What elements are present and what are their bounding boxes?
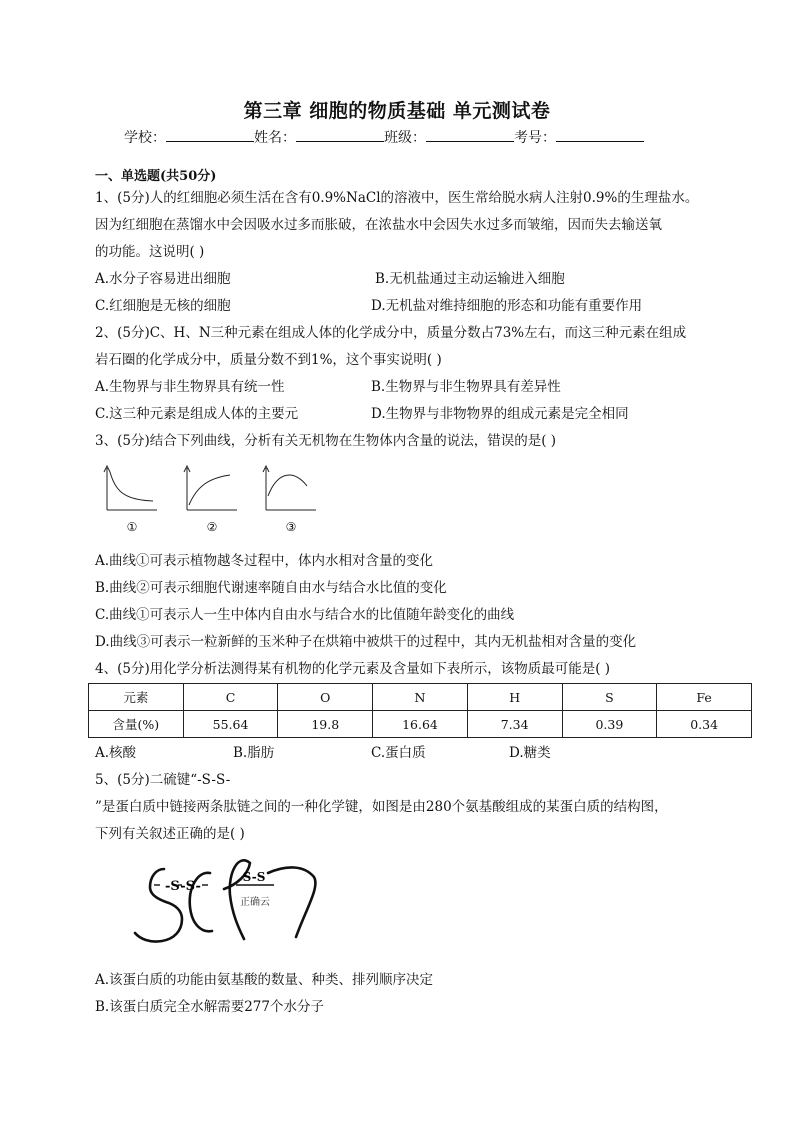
curve-graph-1 bbox=[104, 466, 157, 510]
table-cell: 0.34 bbox=[657, 711, 752, 738]
q2-line-2: 岩石圈的化学成分中，质量分数不到1%，这个事实说明( ) bbox=[95, 352, 442, 368]
q1-line-2: 因为红细胞在蒸馏水中会因吸水过多而胀破，在浓盐水中会因失水过多而皱缩，因而失去输送氧 bbox=[95, 217, 662, 233]
table-cell: 含量(%) bbox=[89, 711, 184, 738]
table-cell: 7.34 bbox=[467, 711, 562, 738]
q3-option-d[interactable]: D.曲线③可表示一粒新鲜的玉米种子在烘箱中被烘干的过程中，其内无机盐相对含量的变化 bbox=[95, 634, 637, 650]
disulfide-bond-label-2: S-S bbox=[242, 870, 266, 884]
q3-curves-figure bbox=[95, 458, 325, 538]
exam-number-blank[interactable] bbox=[556, 127, 644, 142]
graph-label-2: ② bbox=[206, 520, 218, 534]
name-blank[interactable] bbox=[296, 127, 384, 142]
q2-line-1: 2、(5分)C、H、N三种元素在组成人体的化学成分中，质量分数占73%左右，而这三种元素在组成 bbox=[95, 325, 687, 341]
page-title: 第三章 细胞的物质基础 单元测试卷 bbox=[243, 100, 551, 122]
q1-line-3: 的功能。这说明( ) bbox=[95, 244, 205, 260]
q1-option-b[interactable]: B.无机盐通过主动运输进入细胞 bbox=[375, 271, 565, 287]
class-label: 班级： bbox=[384, 130, 426, 146]
table-cell: 55.64 bbox=[183, 711, 278, 738]
protein-structure-figure bbox=[128, 855, 328, 955]
q4-option-c[interactable]: C.蛋白质 bbox=[371, 745, 426, 761]
table-cell: H bbox=[467, 684, 562, 711]
q3-stem: 3、(5分)结合下列曲线，分析有关无机物在生物体内含量的说法，错误的是( ) bbox=[95, 433, 557, 449]
q2-option-d[interactable]: D.生物界与非物物界的组成元素是完全相同 bbox=[371, 406, 629, 422]
q1-option-a[interactable]: A.水分子容易进出细胞 bbox=[95, 271, 231, 287]
table-cell: 16.64 bbox=[373, 711, 468, 738]
watermark-text: 正确云 bbox=[240, 897, 270, 908]
table-cell: O bbox=[278, 684, 373, 711]
q2-option-b[interactable]: B.生物界与非生物界具有差异性 bbox=[371, 379, 561, 395]
table-header-row bbox=[89, 684, 752, 711]
graph-label-3: ③ bbox=[285, 520, 297, 534]
q4-stem: 4、(5分)用化学分析法测得某有机物的化学元素及含量如下表所示，该物质最可能是( ) bbox=[95, 661, 611, 677]
exam-number-label: 考号： bbox=[514, 130, 556, 146]
q1-option-d[interactable]: D.无机盐对维持细胞的形态和功能有重要作用 bbox=[371, 298, 643, 314]
curve-1 bbox=[110, 472, 153, 501]
q5-line-2: ”是蛋白质中链接两条肽链之间的一种化学键，如图是由280个氨基酸组成的某蛋白质的结构图， bbox=[95, 799, 668, 815]
q2-option-a[interactable]: A.生物界与非生物界具有统一性 bbox=[95, 379, 285, 395]
table-cell: N bbox=[373, 684, 468, 711]
disulfide-bond-label-1: -S-S- bbox=[165, 879, 201, 894]
curve-2 bbox=[189, 475, 230, 505]
q5-option-b[interactable]: B.该蛋白质完全水解需要277个水分子 bbox=[95, 999, 324, 1015]
q1-line-1: 1、(5分)人的红细胞必须生活在含有0.9%NaCl的溶液中，医生常给脱水病人注射0.9%的生理盐水。 bbox=[95, 190, 699, 206]
q1-option-c[interactable]: C.红细胞是无核的细胞 bbox=[95, 298, 231, 314]
table-cell: S bbox=[562, 684, 657, 711]
q5-line-1: 5、(5分)二硫键“-S-S- bbox=[95, 772, 231, 788]
student-info-line bbox=[124, 127, 644, 147]
peptide-chain-4 bbox=[268, 867, 315, 937]
table-cell: 元素 bbox=[89, 684, 184, 711]
table-row bbox=[89, 711, 752, 738]
q4-option-a[interactable]: A.核酸 bbox=[95, 745, 137, 761]
curve-graph-3 bbox=[263, 466, 316, 510]
graph-label-1: ① bbox=[126, 520, 138, 534]
q4-option-d[interactable]: D.糖类 bbox=[509, 745, 551, 761]
section-heading: 一、单选题(共50分) bbox=[95, 169, 217, 184]
q5-option-a[interactable]: A.该蛋白质的功能由氨基酸的数量、种类、排列顺序决定 bbox=[95, 972, 434, 988]
table-cell: 19.8 bbox=[278, 711, 373, 738]
element-table bbox=[88, 683, 752, 738]
q2-option-c[interactable]: C.这三种元素是组成人体的主要元 bbox=[95, 406, 299, 422]
table-cell: C bbox=[183, 684, 278, 711]
curve-graph-2 bbox=[184, 466, 237, 510]
q5-line-3: 下列有关叙述正确的是( ) bbox=[95, 826, 245, 842]
q3-option-b[interactable]: B.曲线②可表示细胞代谢速率随自由水与结合水比值的变化 bbox=[95, 580, 447, 596]
y-axis-arrow-3 bbox=[263, 466, 269, 510]
class-blank[interactable] bbox=[426, 127, 514, 142]
name-label: 姓名： bbox=[254, 130, 296, 146]
y-axis-arrow-2 bbox=[184, 466, 190, 510]
table-cell: Fe bbox=[657, 684, 752, 711]
curve-3 bbox=[268, 475, 307, 496]
q3-option-c[interactable]: C.曲线①可表示人一生中体内自由水与结合水的比值随年龄变化的曲线 bbox=[95, 607, 515, 623]
q3-option-a[interactable]: A.曲线①可表示植物越冬过程中，体内水相对含量的变化 bbox=[95, 553, 434, 569]
y-axis-arrow-1 bbox=[104, 466, 110, 510]
q4-option-b[interactable]: B.脂肪 bbox=[233, 745, 275, 761]
school-blank[interactable] bbox=[166, 127, 254, 142]
school-label: 学校： bbox=[124, 130, 166, 146]
table-cell: 0.39 bbox=[562, 711, 657, 738]
